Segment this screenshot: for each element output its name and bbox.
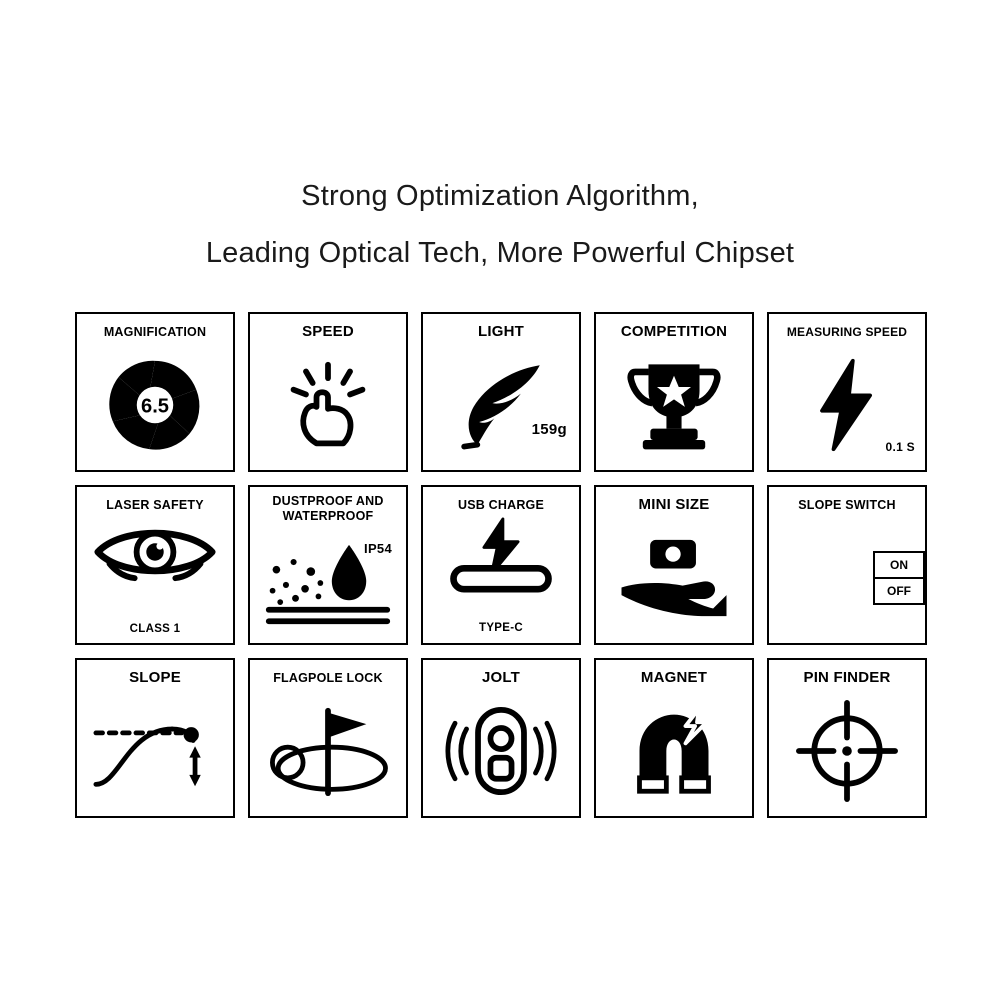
toggle-switch-icon[interactable] (769, 513, 925, 643)
feature-cell-jolt (421, 658, 581, 818)
ip-rating-value: IP54 (364, 541, 392, 556)
feature-title-flagpole-lock: FLAGPOLE LOCK (273, 671, 383, 685)
laser-safety-class: CLASS 1 (129, 623, 181, 635)
headline-line-2: Leading Optical Tech, More Powerful Chipset (205, 237, 795, 269)
light-weight-value: 159g (531, 421, 567, 438)
feature-cell-light (421, 312, 581, 472)
feature-title-magnification: MAGNIFICATION (103, 325, 207, 339)
feature-cell-laser-safety (75, 485, 235, 645)
trophy-icon (596, 340, 752, 470)
vibration-icon (423, 686, 579, 816)
magnet-icon (596, 686, 752, 816)
aperture-icon (77, 340, 233, 470)
feature-cell-magnet (594, 658, 754, 818)
feather-icon (423, 340, 579, 470)
feature-cell-usb-charge (421, 485, 581, 645)
feature-cell-pin-finder (767, 658, 927, 818)
hand-holding-device-icon (596, 513, 752, 643)
feature-grid (75, 312, 927, 818)
usb-port-icon (423, 517, 579, 593)
slope-curve-icon (77, 686, 233, 816)
headline (0, 168, 1000, 282)
feature-title-magnet: MAGNET (640, 669, 708, 686)
eye-icon (77, 521, 233, 583)
feature-title-pin-finder: PIN FINDER (803, 669, 891, 686)
feature-cell-slope-switch (767, 485, 927, 645)
feature-title-jolt: JOLT (481, 669, 521, 686)
tap-hand-icon (250, 340, 406, 470)
feature-cell-speed (248, 312, 408, 472)
feature-cell-magnification (75, 312, 235, 472)
feature-title-competition: COMPETITION (620, 323, 728, 340)
magnification-value: 6.5 (140, 395, 170, 418)
feature-title-speed: SPEED (302, 323, 354, 340)
usb-type-value: TYPE-C (479, 622, 523, 634)
feature-cell-dustproof-waterproof (248, 485, 408, 645)
toggle-on-label[interactable]: ON (875, 553, 923, 579)
flagpole-icon (250, 686, 406, 816)
feature-cell-flagpole-lock (248, 658, 408, 818)
feature-title-laser-safety: LASER SAFETY (106, 498, 204, 512)
toggle-switch[interactable] (873, 551, 925, 605)
feature-title-usb-charge: USB CHARGE (457, 498, 545, 512)
feature-cell-measuring-speed (767, 312, 927, 472)
feature-title-light: LIGHT (478, 323, 524, 340)
headline-line-1: Strong Optimization Algorithm, (301, 180, 699, 212)
feature-title-slope-switch: SLOPE SWITCH (798, 498, 896, 512)
feature-title-mini-size: MINI SIZE (638, 496, 710, 513)
feature-title-measuring-speed: MEASURING SPEED (786, 325, 908, 339)
toggle-off-label[interactable]: OFF (887, 584, 911, 598)
crosshair-icon (769, 686, 925, 816)
feature-cell-competition (594, 312, 754, 472)
feature-cell-slope (75, 658, 235, 818)
feature-cell-mini-size (594, 485, 754, 645)
feature-title-slope: SLOPE (129, 669, 181, 686)
measuring-speed-value: 0.1 S (885, 440, 915, 454)
feature-title-dustproof-waterproof: DUSTPROOF AND WATERPROOF (272, 494, 384, 523)
